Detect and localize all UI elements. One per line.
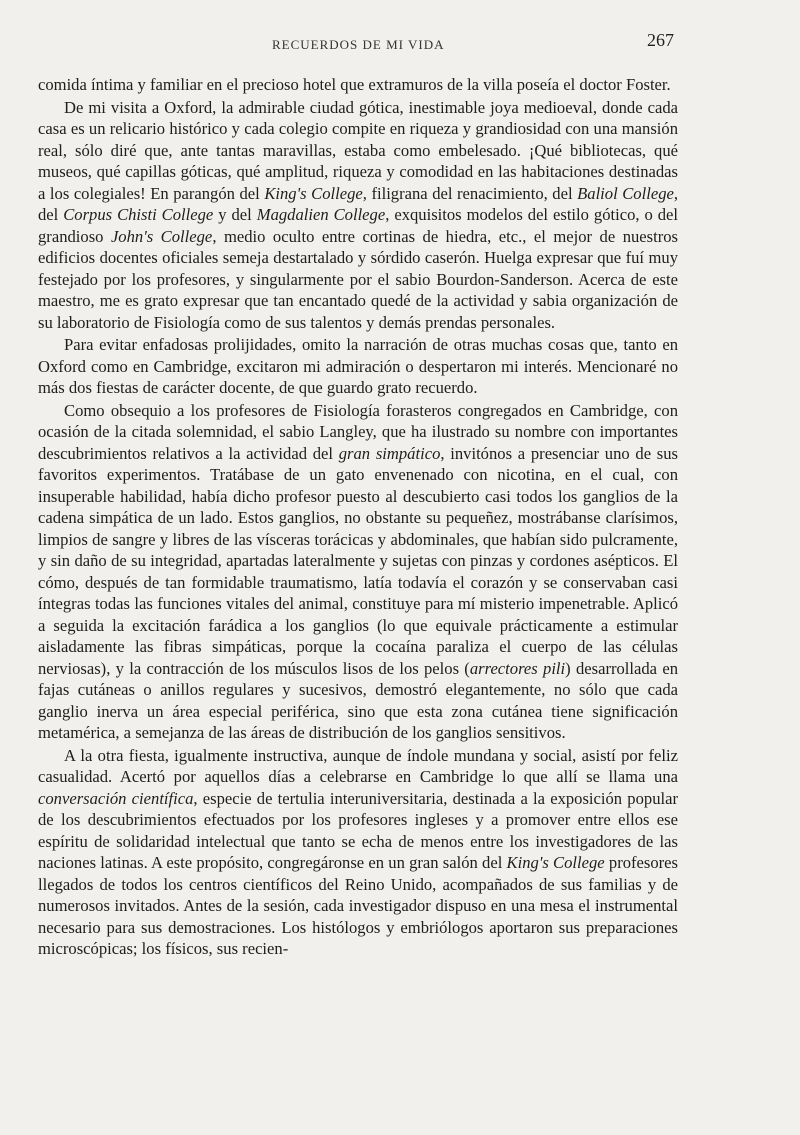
paragraph — [38, 400, 678, 744]
italic-term: Corpus Chisti College — [63, 205, 214, 224]
text-run: , medio oculto entre cortinas de hiedra, etc., el mejor de nuestros edificios docentes oficiales semeja destartalado y sórdido caserón. Huelga expresar que fuí muy festejado por los profesores, y singularmente por el sabio Bourdon-Sanderson. Acerca de este maestro, me es grato expresar que tan encantado quedé de la actividad y sabia organización de su laboratorio de Fisiología como de sus talentos y demás prendas personales. — [38, 226, 679, 332]
text-run: , invitónos a presenciar uno de sus favoritos experimentos. Tratábase de un gato envenenado con nicotina, en el cual, con insuperable habilidad, había dicho profesor puesto al descubierto casi todos los ganglios de la cadena simpática de un lado. Estos ganglios, no obstante su pequeñez, mostrábanse clarísimos, limpios de sangre y libres de las vísceras torácicas y abdominales, que habían sido pulcramente, y sin daño de su integridad, apartadas lateralmente y sujetas con pinzas y cordones asépticos. El cómo, después de tan formidable traumatismo, latía todavía el corazón y se conservaban casi íntegras todas las funciones vitales del animal, constituye para mí misterio impenetrable. Aplicó a seguida la excitación farádica a los ganglios (lo que equivale prácticamente a estimular aisladamente las fibras simpáticas, porque la cocaína paraliza el cuerpo de las células nerviosas), y la contracción de los músculos lisos de los pelos ( — [38, 443, 679, 678]
italic-term: Magdalien College — [256, 205, 386, 224]
paragraph — [38, 97, 678, 334]
paragraph — [38, 745, 678, 960]
text-run: A la otra fiesta, igualmente instructiva, aunque de índole mundana y social, asistí por feliz casualidad. Acertó por aquellos días a celebrarse en Cambridge lo que allí se llama una — [38, 745, 678, 786]
running-title: RECUERDOS DE MI VIDA — [272, 37, 445, 52]
text-run: , del — [38, 183, 679, 224]
italic-term: gran simpático — [338, 443, 441, 463]
text-run: ) desarrollada en fajas cutáneas o anillos regulares y sucesivos, demostró elegantemente, no sólo que cada ganglio inerva un área especial periférica, sino que esta zona cutánea tiene significación metamérica, a semejanza de las áreas de distribución de los ganglios sensitivos. — [38, 658, 678, 742]
paragraph — [38, 74, 678, 96]
page-number: 267 — [647, 30, 674, 50]
text-run: Para evitar enfadosas prolijidades, omito la narración de otras muchas cosas que, tanto en Oxford como en Cambridge, excitaron mi admiración o despertaron mi interés. Mencionaré no más dos fiestas de carácter docente, de que guardo grato recuerdo. — [38, 335, 678, 397]
italic-term: Baliol College — [577, 183, 674, 203]
italic-term: arrectores pili — [469, 658, 566, 678]
text-run: , exquisitos modelos del estilo gótico, o del grandioso — [38, 205, 679, 246]
paragraph — [38, 334, 678, 399]
text-run: , filigrana del renacimiento, del — [362, 183, 578, 203]
italic-term: John's College — [110, 226, 213, 246]
text-run: y del — [213, 205, 257, 224]
body-text — [38, 74, 678, 960]
text-run: , especie de tertulia interuniversitaria, destinada a la exposición popular de los descubrimientos efectuados por los profesores ingleses y a promover entre ellos ese espíritu de solidaridad intelectual que tanto se echa de menos entre los investigadores de las naciones latinas. A este propósito, congregáronse en un gran salón del — [38, 788, 679, 872]
text-run: comida íntima y familiar en el precioso hotel que extramuros de la villa poseía el doctor Foster. — [38, 75, 671, 94]
italic-term: conversación científica — [38, 788, 194, 808]
text-run: profesores llegados de todos los centros científicos del Reino Unido, acompañados de sus familias y de numerosos invitados. Antes de la sesión, cada investigador dispuso en una mesa el instrumental necesario para sus demostraciones. Los histólogos y embriólogos aportaron sus preparaciones microscópicas; los físicos, sus recien- — [38, 853, 679, 958]
text-run: Como obsequio a los profesores de Fisiología forasteros congregados en Cambridge, con ocasión de la citada solemnidad, el sabio Langley, que ha ilustrado su nombre con importantes descubrimientos relativos a la actividad del — [38, 400, 678, 463]
italic-term: King's College — [264, 183, 363, 203]
text-run: De mi visita a Oxford, la admirable ciudad gótica, inestimable joya medioeval, donde cada casa es un relicario histórico y cada colegio compite en riqueza y grandiosidad con una mansión real, sólo diré que, ante tantas maravillas, estaba como embelesado. ¡Qué bibliotecas, qué museos, qué capillas góticas, qué amplitud, riqueza y comodidad en las habitaciones destinadas a los colegiales! En parangón del — [38, 97, 678, 203]
italic-term: King's College — [506, 853, 605, 872]
